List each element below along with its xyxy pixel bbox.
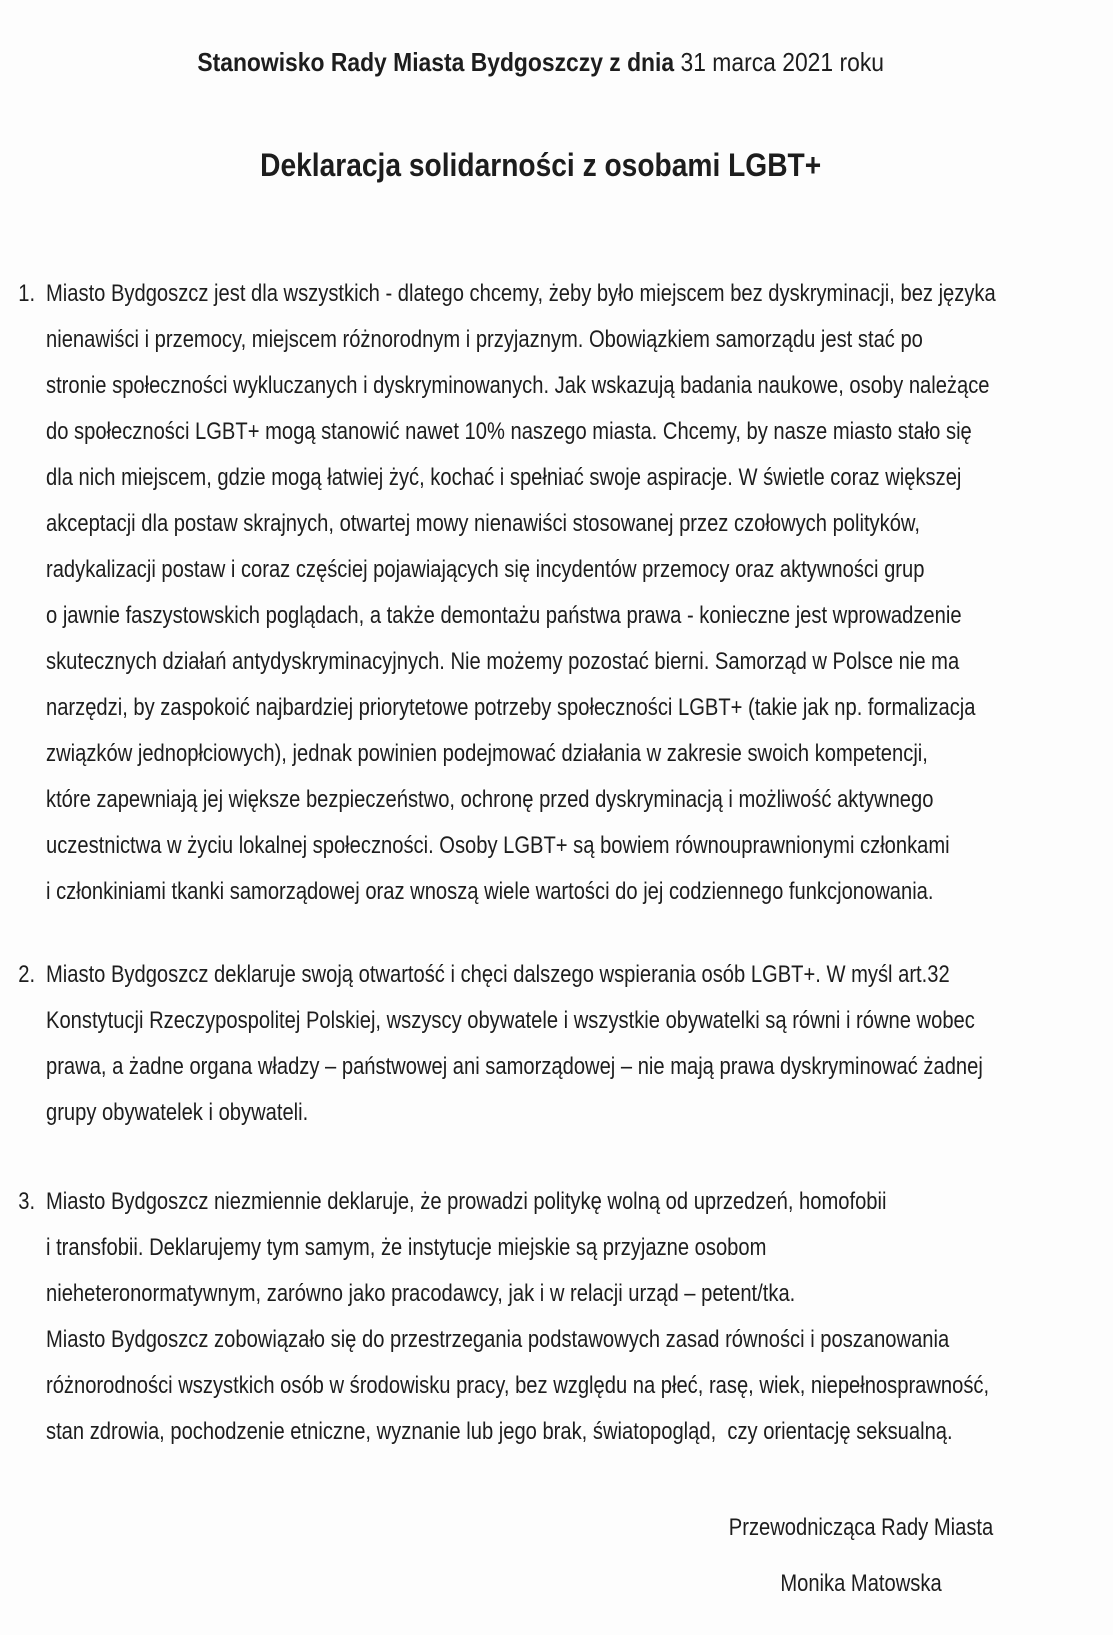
document-title: [67, 0, 1046, 78]
paragraph-line: akceptacji dla postaw skrajnych, otwartej mowy nienawiści stosowanej przez czołowych polityków,: [46, 510, 920, 537]
paragraph-line: narzędzi, by zaspokoić najbardziej priorytetowe potrzeby społeczności LGBT+ (takie jak np. formalizacja: [46, 694, 976, 721]
paragraph-line: grupy obywatelek i obywateli.: [46, 1099, 309, 1126]
signature-role: Przewodnicząca Rady Miasta: [728, 1514, 994, 1541]
paragraph-line: i transfobii. Deklarujemy tym samym, że instytucje miejskie są przyjazne osobom: [46, 1234, 767, 1261]
paragraph-line: Miasto Bydgoszcz zobowiązało się do przestrzegania podstawowych zasad równości i poszanowania: [46, 1326, 950, 1353]
paragraph-1: [0, 271, 1113, 915]
document-title-date: 31 marca 2021 roku: [674, 47, 884, 77]
paragraph-line: i członkiniami tkanki samorządowej oraz wnoszą wiele wartości do jej codziennego funkcjonowania.: [46, 878, 934, 905]
paragraph-line: które zapewniają jej większe bezpieczeństwo, ochronę przed dyskryminacją i możliwość aktywnego: [46, 786, 934, 813]
paragraph-line: skutecznych działań antydyskryminacyjnych. Nie możemy pozostać bierni. Samorząd w Polsce nie ma: [46, 648, 960, 675]
paragraph-line: związków jednopłciowych), jednak powinien podejmować działania w zakresie swoich kompetencji,: [46, 740, 928, 767]
paragraph-line: nieheteronormatywnym, zarówno jako pracodawcy, jak i w relacji urząd – petent/tka.: [46, 1280, 796, 1307]
paragraph-line: dla nich miejscem, gdzie mogą łatwiej żyć, kochać i spełniać swoje aspiracje. W świetle coraz większej: [46, 464, 962, 491]
paragraph-line: 3. Miasto Bydgoszcz niezmiennie deklaruje, że prowadzi politykę wolną od uprzedzeń, homofobii: [46, 1179, 942, 1225]
paragraph-number: 1.: [18, 280, 36, 307]
paragraph-line: 1. Miasto Bydgoszcz jest dla wszystkich - dlatego chcemy, żeby było miejscem bez dyskryminacji, bez języka: [46, 271, 942, 317]
paragraph-line: 2. Miasto Bydgoszcz deklaruje swoją otwartość i chęci dalszego wspierania osób LGBT+. W myśl art.32: [46, 952, 942, 998]
paragraph-line: nienawiści i przemocy, miejscem różnorodnym i przyjaznym. Obowiązkiem samorządu jest stać po: [46, 326, 923, 353]
signature-block: [661, 1505, 1061, 1607]
paragraph-line: stronie społeczności wykluczanych i dyskryminowanych. Jak wskazują badania naukowe, osoby należące: [46, 372, 990, 399]
paragraph-list: [0, 271, 1113, 1455]
paragraph-number: 2.: [18, 961, 36, 988]
paragraph-2: [0, 952, 1113, 1136]
paragraph-line: prawa, a żadne organa władzy – państwowej ani samorządowej – nie mają prawa dyskryminować żadnej: [46, 1053, 983, 1080]
paragraph-line: radykalizacji postaw i coraz częściej pojawiających się incydentów przemocy oraz aktywności grup: [46, 556, 925, 583]
signature-name: Monika Matowska: [780, 1570, 942, 1597]
paragraph-3: [0, 1179, 1113, 1455]
paragraph-line: do społeczności LGBT+ mogą stanowić nawet 10% naszego miasta. Chcemy, by nasze miasto stało się: [46, 418, 972, 445]
paragraph-line: o jawnie faszystowskich poglądach, a także demontażu państwa prawa - konieczne jest wprowadzenie: [46, 602, 962, 629]
paragraph-number: 3.: [18, 1188, 36, 1215]
paragraph-line: różnorodności wszystkich osób w środowisku pracy, bez względu na płeć, rasę, wiek, niepełnosprawność,: [46, 1372, 990, 1399]
paragraph-line: uczestnictwa w życiu lokalnej społeczności. Osoby LGBT+ są bowiem równouprawnionymi członkami: [46, 832, 950, 859]
document-title-bold: Stanowisko Rady Miasta Bydgoszczy z dnia: [197, 47, 675, 77]
declaration-heading: Deklaracja solidarności z osobami LGBT+: [260, 147, 822, 183]
paragraph-line: Konstytucji Rzeczypospolitej Polskiej, wszyscy obywatele i wszystkie obywatelki są równi i równe wobec: [46, 1007, 975, 1034]
paragraph-line: stan zdrowia, pochodzenie etniczne, wyznanie lub jego brak, światopogląd, czy orientację seksualną.: [46, 1418, 953, 1445]
